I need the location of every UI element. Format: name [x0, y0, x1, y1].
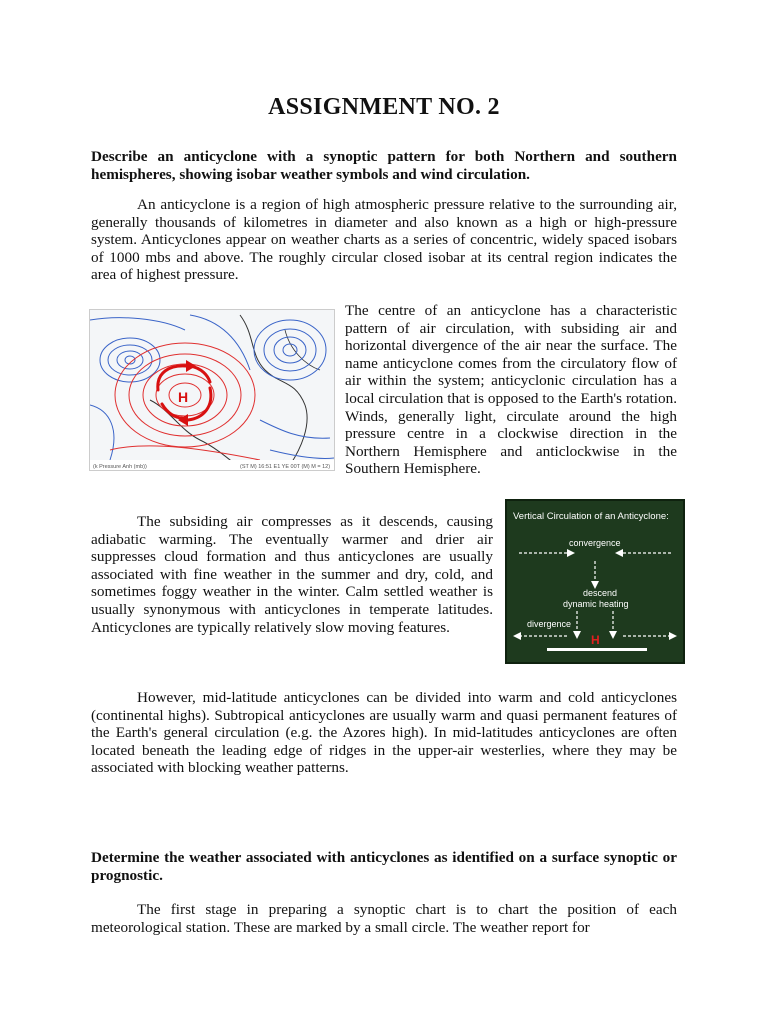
paragraph-4: However, mid-latitude anticyclones can be divided into warm and cold anticyclones (continental highs). Subtropical anticyclones are usually warm and quasi permanent features of the Earth's general circulation (e.g. the Azores high). In mid-latitudes anticyclones are often located beneath the leading edge of ridges in the upper-air westerlies, where they may be associated with blocking weather patterns.	[91, 689, 677, 777]
divergence-label: divergence	[527, 619, 572, 629]
page-title: ASSIGNMENT NO. 2	[268, 94, 500, 120]
descend-label: descend	[583, 588, 618, 598]
convergence-label: convergence	[569, 538, 621, 548]
question-1: Describe an anticyclone with a synoptic pattern for both Northern and southern hemispheres, showing isobar weather symbols and wind circulation.	[91, 148, 677, 183]
ground-line	[547, 648, 647, 651]
chart-footer-right: (ST M) 16:51 E1 YE 00T (M) M = 12)	[240, 464, 331, 470]
synoptic-chart-svg	[90, 310, 334, 470]
vertical-circulation-diagram	[505, 499, 685, 664]
chart-footer-left: (k Pressure Anh (mb))	[93, 464, 147, 470]
question-2: Determine the weather associated with anticyclones as identified on a surface synoptic or prognostic.	[91, 849, 677, 884]
synoptic-chart-image	[89, 309, 335, 471]
vertical-circulation-svg	[507, 501, 683, 662]
paragraph-5: The first stage in preparing a synoptic chart is to chart the position of each meteorological station. These are marked by a small circle. The weather report for	[91, 901, 677, 936]
high-pressure-label: H	[178, 389, 189, 405]
high-label: H	[591, 633, 600, 647]
paragraph-3: The subsiding air compresses as it descends, causing adiabatic warming. The eventually warmer and drier air suppresses cloud formation and thus anticyclones are usually associated with fine weather in the summer and dry, cold, and sometimes foggy weather in the winter. Calm settled weather is usually synonymous with anticyclones in temperate latitudes. Anticyclones are typically relatively slow moving features.	[91, 513, 493, 636]
paragraph-2: The centre of an anticyclone has a characteristic pattern of air circulation, with subsiding air and horizontal divergence of the air near the surface. The name anticyclone comes from the circulatory flow of air within the system; anticyclonic circulation has a local circulation that is opposed to the Earth's rotation. Winds, generally light, circulate around the high pressure centre in a clockwise direction in the Northern Hemisphere and anticlockwise in the Southern Hemisphere.	[345, 302, 677, 478]
paragraph-1: An anticyclone is a region of high atmospheric pressure relative to the surrounding air, generally thousands of kilometres in diameter and also known as a high or high-pressure system. Anticyclones appear on weather charts as a series of concentric, widely spaced isobars of 1000 mbs and above. The roughly circular closed isobar at its central region indicates the area of highest pressure.	[91, 196, 677, 284]
dynamic-heating-label: dynamic heating	[563, 599, 629, 609]
diagram-title: Vertical Circulation of an Anticyclone:	[513, 511, 669, 522]
